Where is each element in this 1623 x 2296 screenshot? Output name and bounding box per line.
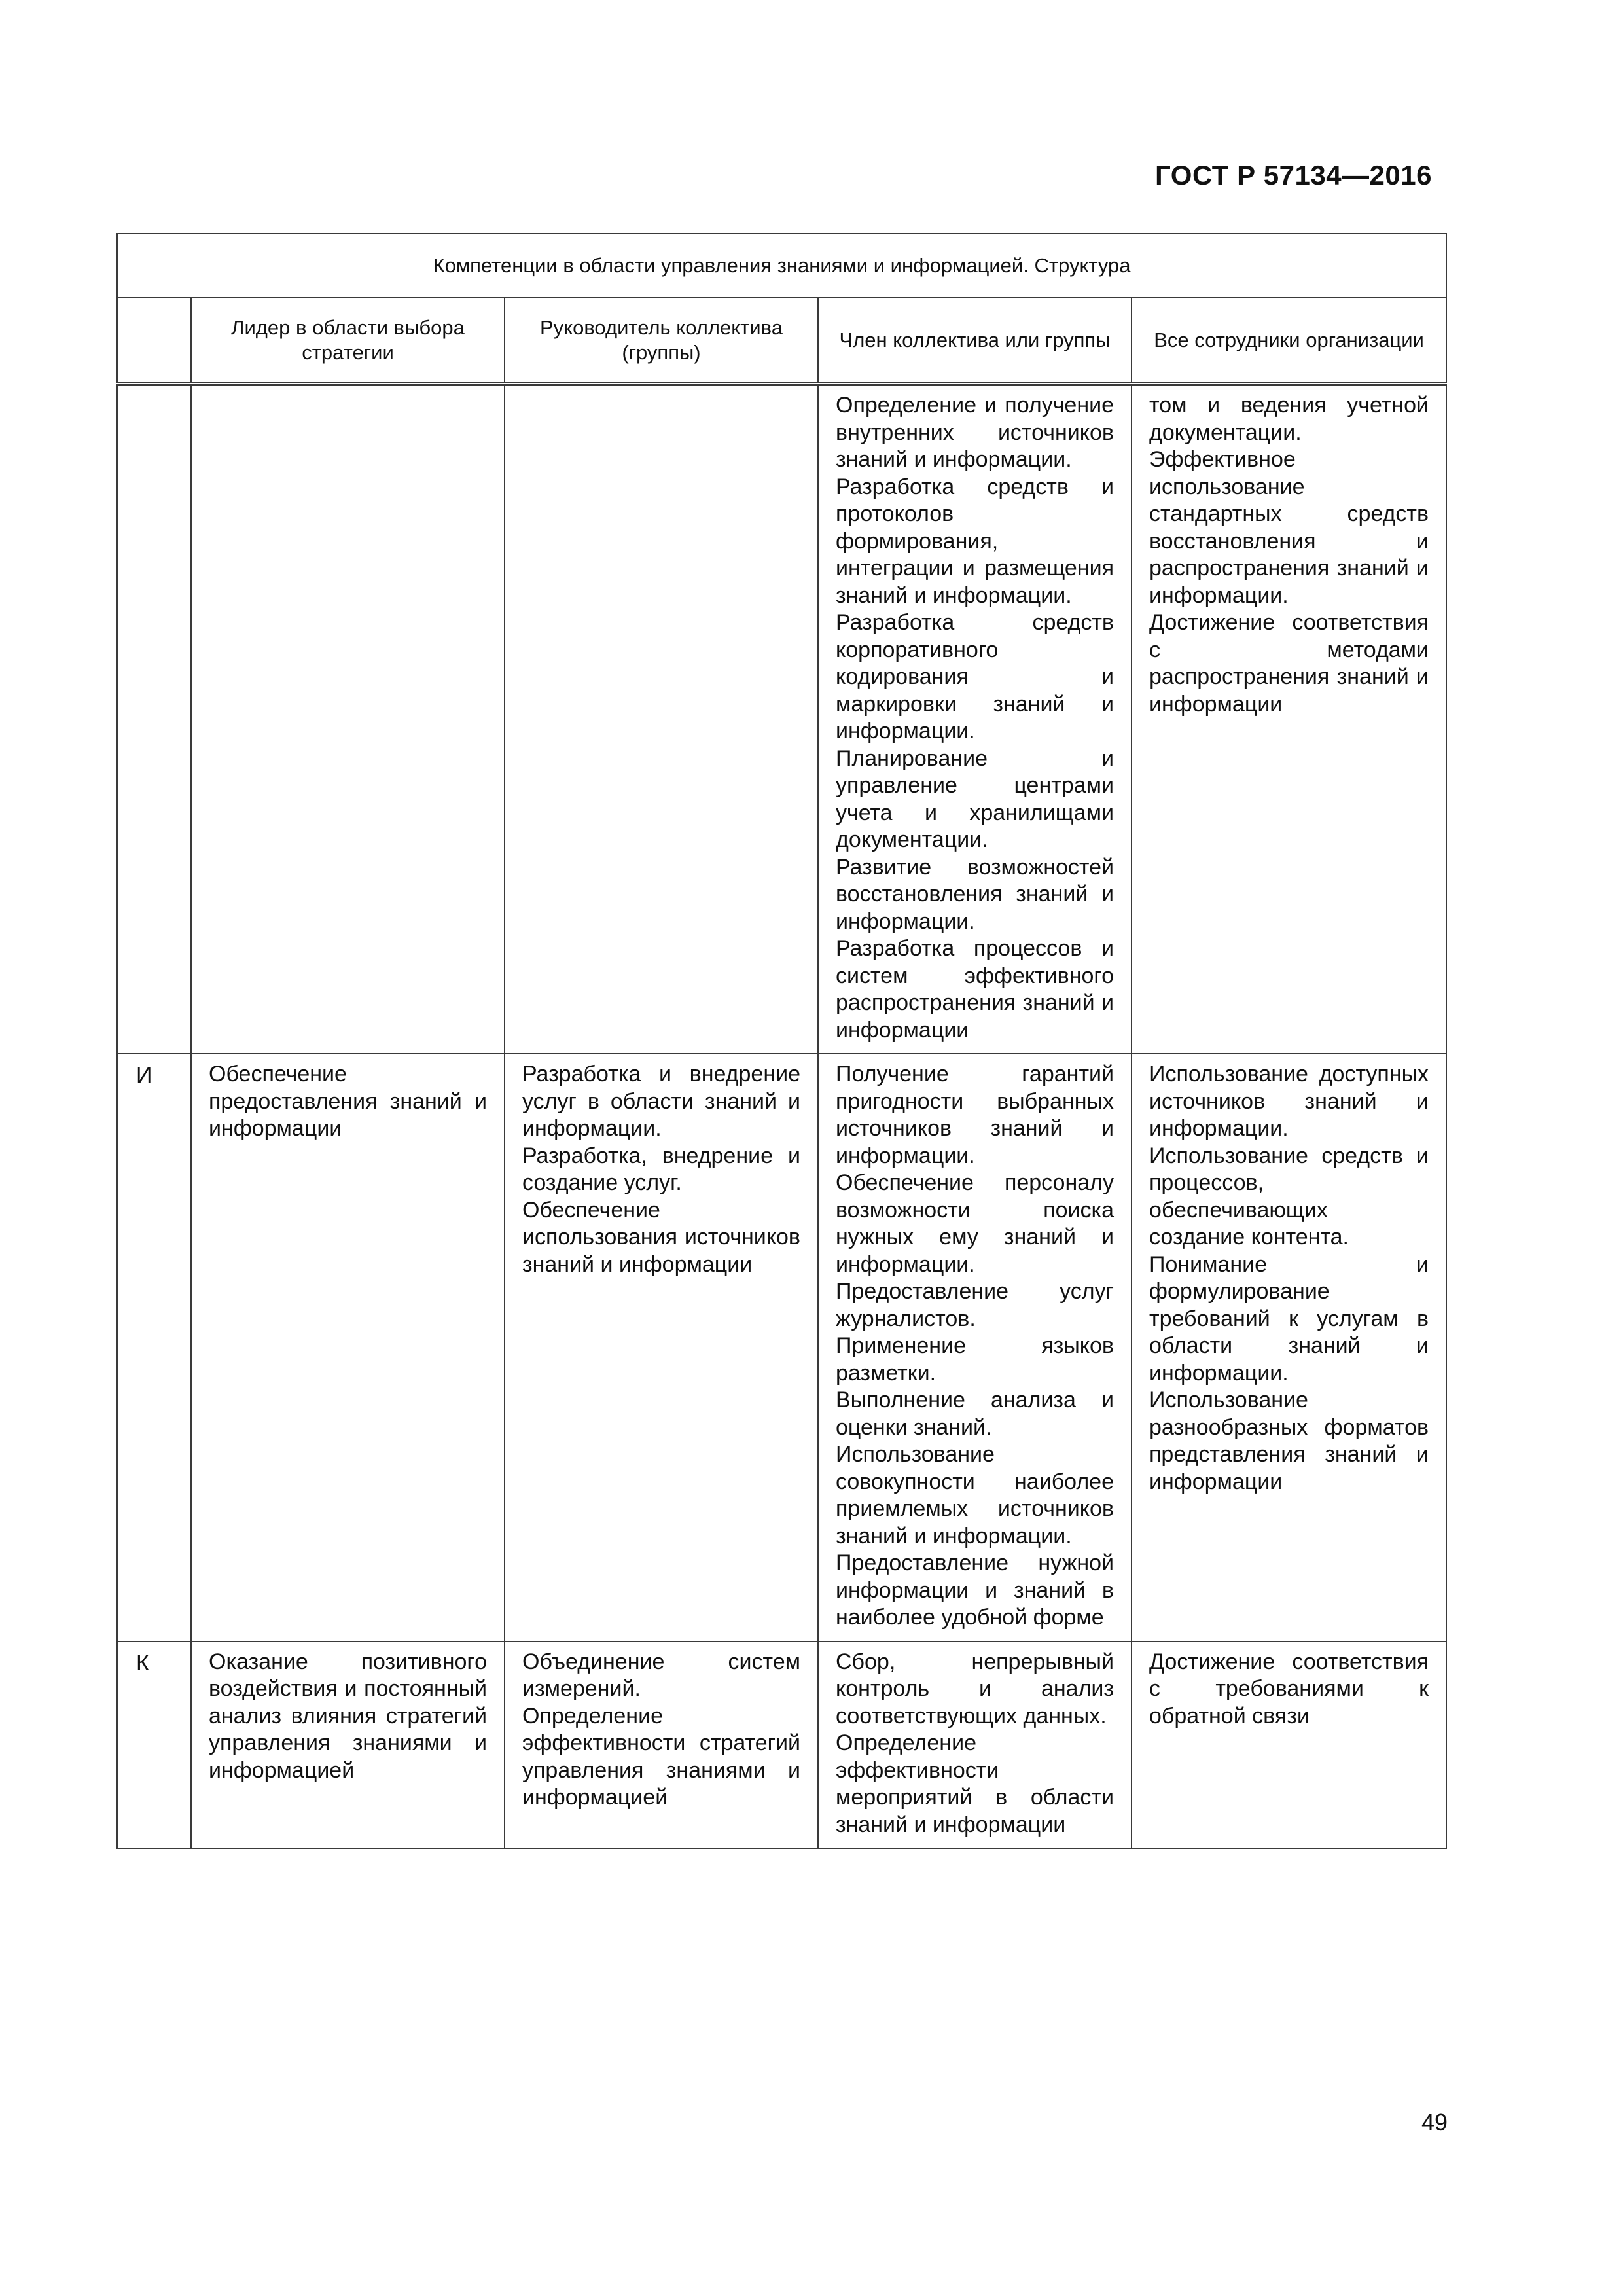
cell-paragraph: Определение эффективности стратегий управления знаниями и информацией bbox=[522, 1703, 800, 1810]
table-title: Компетенции в области управления знаниями и информацией. Структура bbox=[433, 254, 1131, 277]
member-cell bbox=[818, 384, 1132, 1054]
cell-paragraph: Обеспечение персоналу возможности поиска нужных ему знаний и информации. bbox=[836, 1170, 1114, 1277]
table-title-cell bbox=[117, 234, 1446, 298]
cell-paragraph: Использование совокупности наиболее приемлемых источников знаний и информации. bbox=[836, 1442, 1114, 1549]
manager-cell bbox=[505, 384, 818, 1054]
cell-paragraph: Определение эффективности мероприятий в области знаний и информации bbox=[836, 1731, 1114, 1837]
all-staff-cell bbox=[1132, 384, 1446, 1054]
leader-cell bbox=[191, 1054, 505, 1641]
column-header-leader: Лидер в области выбора стратегии bbox=[191, 298, 505, 384]
cell-paragraph: Предоставление услуг журналистов. bbox=[836, 1279, 1114, 1331]
table-row bbox=[117, 1054, 1446, 1641]
manager-cell bbox=[505, 1641, 818, 1849]
table-row bbox=[117, 1641, 1446, 1849]
cell-paragraph: Достижение соответствия с методами распространения знаний и информации bbox=[1149, 610, 1429, 717]
cell-paragraph: Объединение систем измерений. bbox=[522, 1649, 800, 1701]
cell-paragraph: Обеспечение предоставления знаний и информации bbox=[209, 1062, 487, 1141]
manager-cell bbox=[505, 1054, 818, 1641]
cell-paragraph: Разработка средств корпоративного кодирования и маркировки знаний и информации. bbox=[836, 610, 1114, 744]
page-number: 49 bbox=[1421, 2109, 1448, 2136]
cell-paragraph: Обеспечение использования источников знаний и информации bbox=[522, 1197, 800, 1277]
cell-paragraph: Планирование и управление центрами учета и хранилищами документации. bbox=[836, 745, 1114, 852]
cell-paragraph: Использование средств и процессов, обеспечивающих создание контента. bbox=[1149, 1143, 1429, 1249]
cell-paragraph: Эффективное использование стандартных средств восстановления и распространения знаний и информации. bbox=[1149, 447, 1429, 608]
cell-paragraph: Применение языков разметки. bbox=[836, 1333, 1114, 1386]
member-cell bbox=[818, 1054, 1132, 1641]
document-code: ГОСТ Р 57134—2016 bbox=[1155, 160, 1432, 190]
cell-paragraph: Достижение соответствия с требованиями к обратной связи bbox=[1149, 1649, 1429, 1729]
cell-paragraph: Разработка, внедрение и создание услуг. bbox=[522, 1143, 800, 1195]
cell-paragraph: Сбор, непрерывный контроль и анализ соответствующих данных. bbox=[836, 1649, 1114, 1729]
row-letter bbox=[117, 384, 191, 1054]
table-title-row bbox=[117, 234, 1446, 298]
cell-paragraph: Разработка и внедрение услуг в области знаний и информации. bbox=[522, 1062, 800, 1141]
cell-paragraph: Получение гарантий пригодности выбранных источников знаний и информации. bbox=[836, 1062, 1114, 1168]
member-cell bbox=[818, 1641, 1132, 1849]
column-header-all-staff: Все сотрудники организации bbox=[1132, 298, 1446, 384]
cell-paragraph: Определение и получение внутренних источников знаний и информации. bbox=[836, 393, 1114, 472]
row-letter: И bbox=[117, 1054, 191, 1641]
column-header-letter bbox=[117, 298, 191, 384]
cell-paragraph: том и ведения учетной документации. bbox=[1149, 393, 1429, 445]
column-header-manager: Руководитель коллектива (группы) bbox=[505, 298, 818, 384]
table-row bbox=[117, 384, 1446, 1054]
cell-paragraph: Понимание и формулирование требований к услугам в области знаний и информации. bbox=[1149, 1251, 1429, 1386]
leader-cell bbox=[191, 384, 505, 1054]
cell-paragraph: Развитие возможностей восстановления знаний и информации. bbox=[836, 854, 1114, 934]
competency-table bbox=[116, 233, 1447, 1849]
cell-paragraph: Разработка средств и протоколов формирования, интеграции и размещения знаний и информации. bbox=[836, 474, 1114, 608]
cell-paragraph: Предоставление нужной информации и знаний в наиболее удобной форме bbox=[836, 1551, 1114, 1630]
cell-paragraph: Использование доступных источников знаний и информации. bbox=[1149, 1062, 1429, 1141]
all-staff-cell bbox=[1132, 1054, 1446, 1641]
cell-paragraph: Разработка процессов и систем эффективного распространения знаний и информации bbox=[836, 936, 1114, 1043]
cell-paragraph: Использование разнообразных форматов представления знаний и информации bbox=[1149, 1388, 1429, 1494]
row-letter: К bbox=[117, 1641, 191, 1849]
column-header-member: Член коллектива или группы bbox=[818, 298, 1132, 384]
all-staff-cell bbox=[1132, 1641, 1446, 1849]
leader-cell bbox=[191, 1641, 505, 1849]
cell-paragraph: Оказание позитивного воздействия и постоянный анализ влияния стратегий управления знаниями и информацией bbox=[209, 1649, 487, 1783]
table-header-row bbox=[117, 298, 1446, 384]
cell-paragraph: Выполнение анализа и оценки знаний. bbox=[836, 1388, 1114, 1440]
